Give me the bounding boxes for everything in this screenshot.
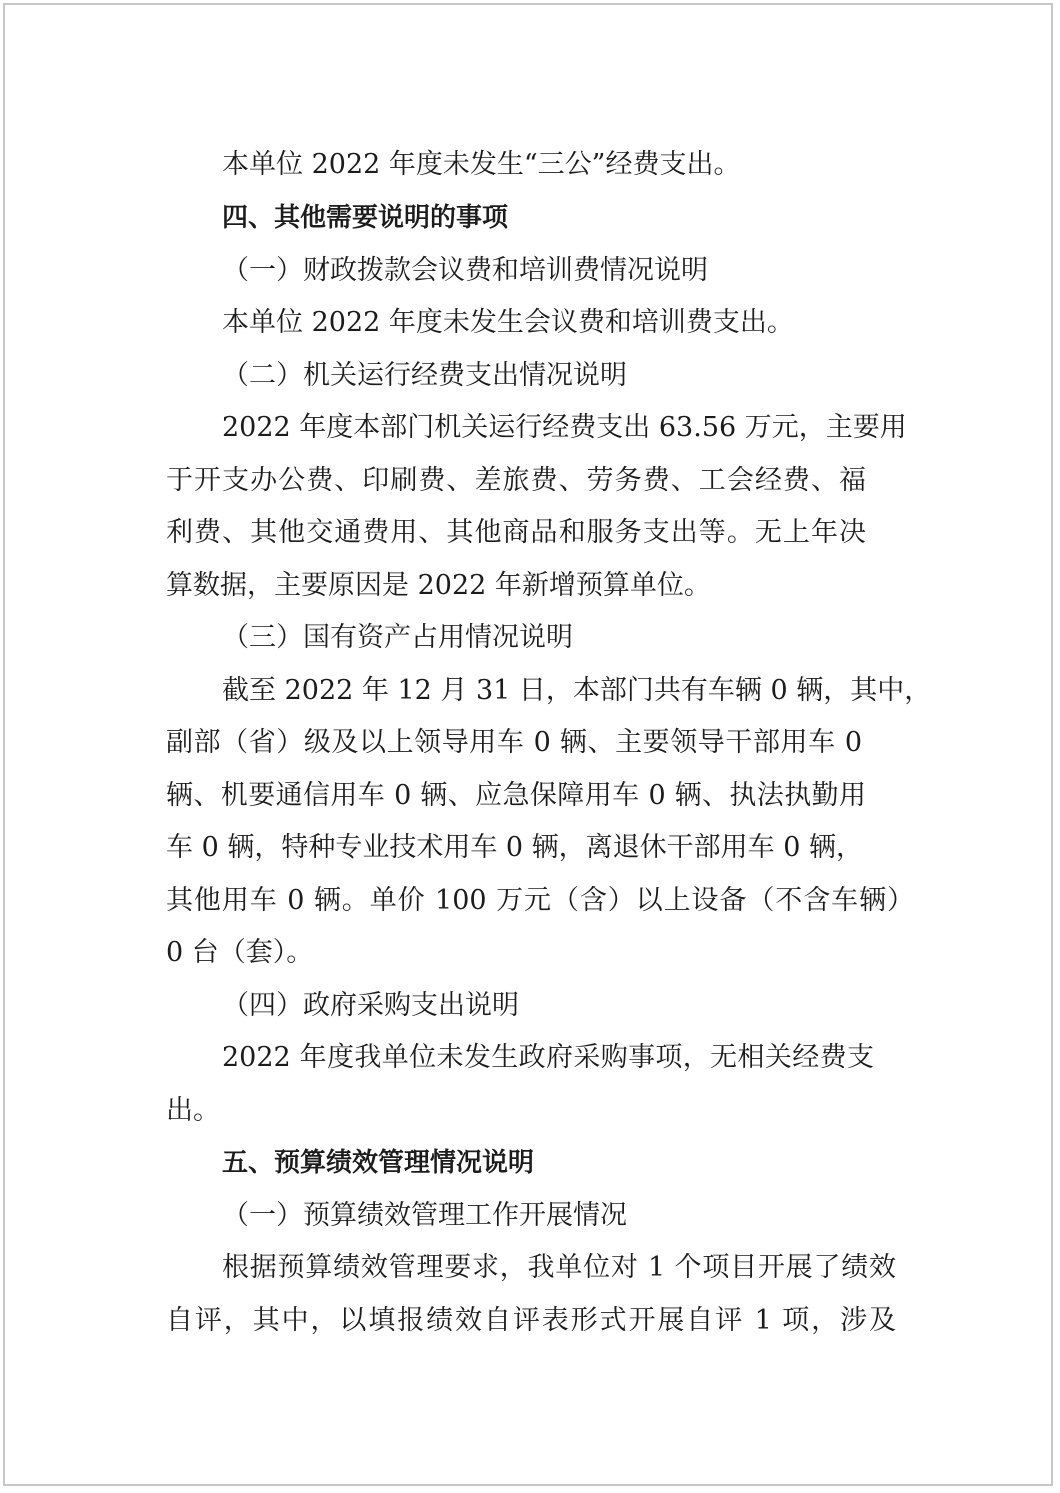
paragraph-line: 0 台（套）。 xyxy=(166,937,314,968)
paragraph-line: 其他用车 0 辆。单价 100 万元（含）以上设备（不含车辆） xyxy=(166,885,914,916)
section-heading: 四、其他需要说明的事项 xyxy=(222,203,509,233)
paragraph-line: 截至 2022 年 12 月 31 日，本部门共有车辆 0 辆，其中， xyxy=(222,675,932,706)
subsection-heading: （一）预算绩效管理工作开展情况 xyxy=(222,1200,627,1231)
paragraph-line: 本单位 2022 年度未发生会议费和培训费支出。 xyxy=(222,307,794,338)
paragraph-line: 出。 xyxy=(166,1095,220,1126)
paragraph-line: 算数据，主要原因是 2022 年新增预算单位。 xyxy=(166,570,711,601)
subsection-heading: （一）财政拨款会议费和培训费情况说明 xyxy=(222,255,708,286)
subsection-heading: （三）国有资产占用情况说明 xyxy=(222,622,573,653)
paragraph-line: 2022 年度本部门机关运行经费支出 63.56 万元，主要用 xyxy=(222,412,907,443)
paragraph-line: 于开支办公费、印刷费、差旅费、劳务费、工会经费、福 xyxy=(166,465,866,496)
paragraph-line: 辆、机要通信用车 0 辆、应急保障用车 0 辆、执法执勤用 xyxy=(166,780,866,811)
paragraph-line: 车 0 辆，特种专业技术用车 0 辆，离退休干部用车 0 辆， xyxy=(166,832,864,863)
paragraph-line: 本单位 2022 年度未发生“三公”经费支出。 xyxy=(222,149,741,180)
paragraph-line: 利费、其他交通费用、其他商品和服务支出等。无上年决 xyxy=(166,517,866,548)
paragraph-line: 副部（省）级及以上领导用车 0 辆、主要领导干部用车 0 xyxy=(166,727,862,758)
subsection-heading: （二）机关运行经费支出情况说明 xyxy=(222,360,627,391)
paragraph-line: 根据预算绩效管理要求，我单位对 1 个项目开展了绩效 xyxy=(222,1252,896,1283)
subsection-heading: （四）政府采购支出说明 xyxy=(222,990,519,1021)
section-heading: 五、预算绩效管理情况说明 xyxy=(222,1148,535,1178)
paragraph-line: 自评，其中，以填报绩效自评表形式开展自评 1 项，涉及 xyxy=(166,1305,896,1336)
paragraph-line: 2022 年度我单位未发生政府采购事项，无相关经费支 xyxy=(222,1042,874,1073)
